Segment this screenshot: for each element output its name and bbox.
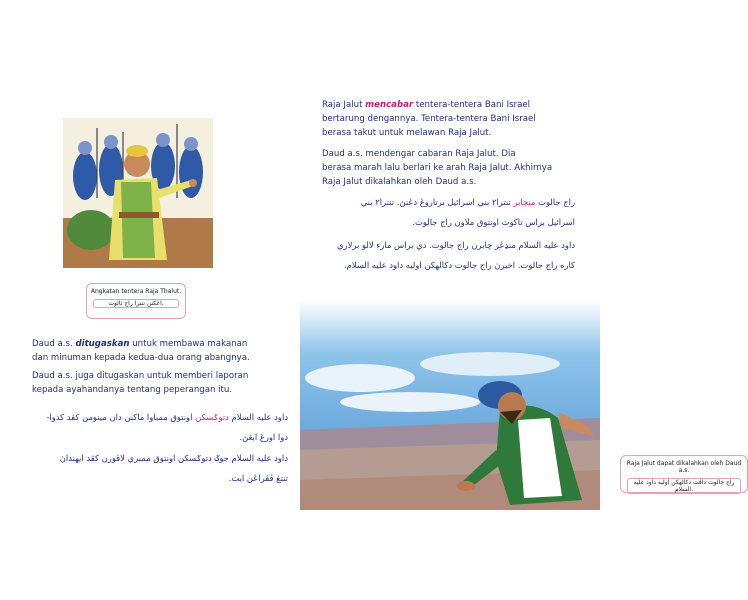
- illustration-caption: [86, 283, 186, 319]
- jawi-line: کاره راج جالوت. اخيرڽ راج جالوت دکالهکن اوليه داود عليه السلام.: [343, 260, 575, 270]
- highlighted-word: mencabar: [365, 100, 414, 110]
- jawi-line: [28, 407, 288, 427]
- paragraph-2: [32, 369, 294, 397]
- jawi-segment: اونتوق ممباوا ماکنن دان مينومن کڤد کدوا-: [46, 412, 196, 422]
- text-segment: tentera-tentera Bani Israel: [413, 100, 531, 110]
- text-segment: Daud a.s.: [32, 339, 76, 349]
- text-line: Daud a.s. mendengar cabaran Raja Jalut. Dia: [322, 149, 516, 159]
- text-line: berasa takut untuk melawan Raja Jalut.: [322, 128, 492, 138]
- right-page: [300, 0, 742, 600]
- jawi-line: [330, 192, 575, 212]
- caption-text: Angkatan tentera Raja Thalut.: [90, 288, 182, 295]
- text-line: Daud a.s. juga ditugaskan untuk memberi laporan: [32, 371, 249, 381]
- battle-scene-illustration: [300, 300, 600, 510]
- jawi-line: دوا اورڠ ابڠڽ.: [239, 432, 288, 442]
- text-line: Raja Jalut dikalahkan oleh Daud a.s.: [322, 177, 477, 187]
- paragraph-1: [32, 337, 294, 365]
- text-line: dan minuman kepada kedua-dua orang abangnya.: [32, 353, 250, 363]
- jawi-line: داود عليه السلام منډڠر چابرن راج جالوت. دي براس مارء لالو برلاري: [336, 240, 575, 250]
- jawi-segment: راج جالوت: [535, 197, 575, 207]
- jawi-paragraph-2: [28, 448, 288, 488]
- warrior-illustration: [63, 118, 213, 268]
- text-segment: untuk membawa makanan: [129, 339, 248, 349]
- jawi-paragraph-4: [330, 235, 575, 275]
- text-line: kepada ayahandanya tentang peperangan itu.: [32, 385, 233, 395]
- text-line: berasa marah lalu berlari ke arah Raja Jalut. Akhirnya: [322, 163, 553, 173]
- caption-jawi-text: اڠکتن تنترا راج ثالوت.: [93, 299, 179, 308]
- text-line: bertarung dengannya. Tentera-tentera Bani Israel: [322, 114, 536, 124]
- left-page: [0, 0, 300, 600]
- scene-caption: [620, 455, 748, 493]
- jawi-segment: داود عليه السلام: [228, 412, 288, 422]
- jawi-line: اسرائيل براس تاکوت اونتوق ملاون راج جالوت.: [412, 217, 575, 227]
- highlighted-word: ditugaskan: [75, 339, 130, 349]
- jawi-paragraph-3: [330, 192, 575, 232]
- paragraph-3: [322, 98, 582, 140]
- jawi-highlighted-word: دتوݢسکن: [195, 412, 229, 422]
- caption-jawi-text: راج جالوت داڤت دکالهکن اوليه داود عليه السلام.: [627, 478, 741, 494]
- jawi-highlighted-word: منچابر: [513, 197, 536, 207]
- jawi-paragraph-1: [28, 407, 288, 447]
- paragraph-4: [322, 147, 588, 189]
- jawi-line: تنتڠ ڤڤراڠن ايت.: [228, 473, 288, 483]
- jawi-segment: تنترا٢ بني اسرائيل برتاروڠ دڠنڽ. تنترا٢ بني: [360, 197, 514, 207]
- text-segment: Raja Jalut: [322, 100, 366, 110]
- caption-text: Raja Jalut dapat dikalahkan oleh Daud a.s.: [626, 460, 742, 474]
- jawi-line: داود عليه السلام جوݢ دتوݢسکن اونتوق ممبري لاڤورن کڤد ايهنداڽ: [59, 453, 288, 463]
